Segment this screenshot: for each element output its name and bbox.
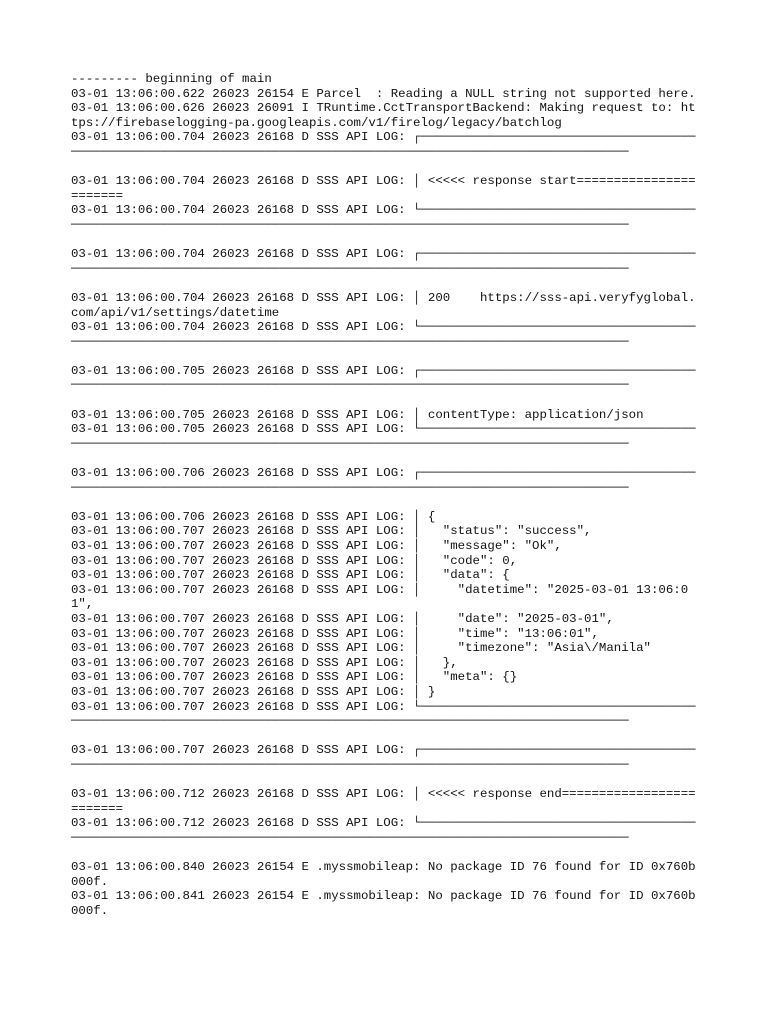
log-line-spacer (71, 845, 701, 860)
log-line-spacer (71, 729, 701, 744)
log-line: 03-01 13:06:00.705 26023 26168 D SSS API LOG: │ contentType: application/json (71, 407, 644, 422)
log-line: 03-01 13:06:00.840 26023 26154 E .myssmobileap: No package ID 76 found for ID 0x760b000f. (71, 860, 696, 889)
log-line: 03-01 13:06:00.841 26023 26154 E .myssmobileap: No package ID 76 found for ID 0x760b000f. (71, 889, 696, 918)
log-line-json: 03-01 13:06:00.707 26023 26168 D SSS API LOG: │ } (71, 684, 436, 699)
log-line-spacer (71, 276, 701, 291)
log-line-json: 03-01 13:06:00.707 26023 26168 D SSS API LOG: │ "code": 0, (71, 553, 518, 568)
log-line-box-bottom: 03-01 13:06:00.705 26023 26168 D SSS API LOG: └──────────────────────────────────────────────────────────────────────────────────────────────────────────────── (71, 422, 696, 451)
log-line-json: 03-01 13:06:00.706 26023 26168 D SSS API LOG: │ { (71, 509, 436, 524)
log-line-spacer (71, 233, 701, 248)
log-line-json: 03-01 13:06:00.707 26023 26168 D SSS API LOG: │ "meta": {} (71, 670, 518, 685)
log-line-json: 03-01 13:06:00.707 26023 26168 D SSS API LOG: │ "message": "Ok", (71, 539, 562, 553)
log-line-spacer (71, 773, 701, 788)
log-line: 03-01 13:06:00.712 26023 26168 D SSS API LOG: │ <<<<< response end========================= (71, 787, 696, 816)
log-line: 03-01 13:06:00.622 26023 26154 E Parcel : Reading a NULL string not supported here. (71, 86, 696, 101)
log-line-spacer (71, 451, 701, 466)
log-line: 03-01 13:06:00.704 26023 26168 D SSS API LOG: │ <<<<< response start======================= (71, 174, 696, 203)
log-line-box-bottom: 03-01 13:06:00.712 26023 26168 D SSS API LOG: └──────────────────────────────────────────────────────────────────────────────────────────────────────────────── (71, 816, 696, 845)
log-line-box-bottom: 03-01 13:06:00.704 26023 26168 D SSS API LOG: └──────────────────────────────────────────────────────────────────────────────────────────────────────────────── (71, 320, 696, 349)
log-line-json: 03-01 13:06:00.707 26023 26168 D SSS API LOG: │ "time": "13:06:01", (71, 626, 599, 641)
logcat-output (71, 72, 701, 918)
log-line-spacer (71, 495, 701, 510)
log-line-json: 03-01 13:06:00.707 26023 26168 D SSS API LOG: │ "datetime": "2025-03-01 13:06:01", (71, 582, 689, 612)
log-line-json: 03-01 13:06:00.707 26023 26168 D SSS API LOG: │ "status": "success", (71, 524, 592, 539)
log-line-spacer (71, 393, 701, 408)
log-line-spacer (71, 349, 701, 364)
log-line: --------- beginning of main (71, 72, 272, 86)
log-line-box-top: 03-01 13:06:00.705 26023 26168 D SSS API LOG: ┌──────────────────────────────────────────────────────────────────────────────────────────────────────────────── (71, 363, 696, 393)
log-line-spacer (71, 160, 701, 175)
log-line-box-bottom: 03-01 13:06:00.707 26023 26168 D SSS API LOG: └──────────────────────────────────────────────────────────────────────────────────────────────────────────────── (71, 699, 696, 729)
log-line-box-bottom: 03-01 13:06:00.704 26023 26168 D SSS API LOG: └──────────────────────────────────────────────────────────────────────────────────────────────────────────────── (71, 203, 696, 232)
log-line-json: 03-01 13:06:00.707 26023 26168 D SSS API LOG: │ "date": "2025-03-01", (71, 611, 614, 626)
log-line: 03-01 13:06:00.704 26023 26168 D SSS API LOG: │ 200 https://sss-api.veryfyglobal.com/api/v1/settings/datetime (71, 290, 696, 320)
log-line-json: 03-01 13:06:00.707 26023 26168 D SSS API LOG: │ }, (71, 655, 458, 670)
log-line-box-top: 03-01 13:06:00.706 26023 26168 D SSS API LOG: ┌──────────────────────────────────────────────────────────────────────────────────────────────────────────────── (71, 466, 696, 495)
log-line-json: 03-01 13:06:00.707 26023 26168 D SSS API LOG: │ "timezone": "Asia\/Manila" (71, 641, 651, 656)
log-line-json: 03-01 13:06:00.707 26023 26168 D SSS API LOG: │ "data": { (71, 568, 510, 583)
log-line: 03-01 13:06:00.626 26023 26091 I TRuntime.CctTransportBackend: Making request to: https://firebaselogging-pa.googleapis.com/v1/firelog/legacy/batchlog (71, 101, 696, 130)
log-line-box-top: 03-01 13:06:00.704 26023 26168 D SSS API LOG: ┌──────────────────────────────────────────────────────────────────────────────────────────────────────────────── (71, 247, 696, 276)
log-line-box-top: 03-01 13:06:00.704 26023 26168 D SSS API LOG: ┌──────────────────────────────────────────────────────────────────────────────────────────────────────────────── (71, 130, 696, 159)
log-line-box-top: 03-01 13:06:00.707 26023 26168 D SSS API LOG: ┌──────────────────────────────────────────────────────────────────────────────────────────────────────────────── (71, 743, 696, 772)
